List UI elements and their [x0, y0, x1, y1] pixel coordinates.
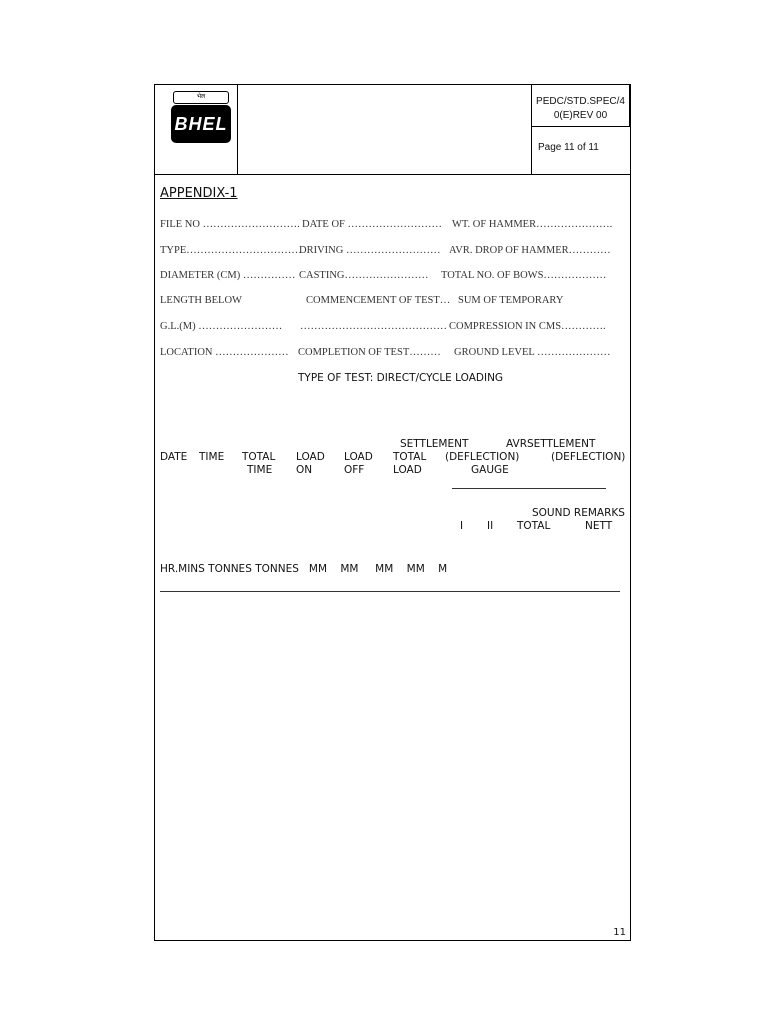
- header-date: DATE: [160, 451, 188, 463]
- header-table: [155, 85, 630, 175]
- logo-tag: भेल: [173, 91, 229, 104]
- form-row-3-col2: CASTING……………………: [299, 270, 429, 281]
- form-row-1-col1: FILE NO ……………………….: [160, 219, 300, 230]
- appendix-title: APPENDIX-1: [160, 186, 238, 201]
- page-label: Page 11 of 11: [538, 142, 599, 153]
- document-frame: [154, 84, 631, 941]
- form-row-5-col3: COMPRESSION IN CMS………….: [449, 321, 606, 332]
- form-row-3-col3: TOTAL NO. OF BOWS………………: [441, 270, 607, 281]
- header-col-nett: NETT: [585, 520, 613, 532]
- form-row-6-col3: GROUND LEVEL …………………: [454, 347, 611, 358]
- logo-cell: [155, 85, 238, 174]
- header-load-on: LOAD: [296, 451, 325, 463]
- header-col-i: I: [460, 520, 464, 532]
- form-row-6-col1: LOCATION …………………: [160, 347, 289, 358]
- doc-code-line2: 0(E)REV 00: [553, 110, 608, 121]
- doc-code-cell: [532, 85, 630, 127]
- header-avrsettlement: AVRSETTLEMENT: [506, 438, 596, 450]
- form-row-2-col1: TYPE……………………………: [160, 245, 302, 256]
- form-row-4-col1: LENGTH BELOW: [160, 295, 242, 306]
- test-type-label: TYPE OF TEST: DIRECT/CYCLE LOADING: [298, 372, 504, 384]
- header-load-off: LOAD: [344, 451, 373, 463]
- header-total-load: TOTAL: [393, 451, 427, 463]
- table-header-rule: [160, 591, 620, 592]
- form-row-3-col1: DIAMETER (CM) ……………: [160, 270, 296, 281]
- header-off: OFF: [344, 464, 365, 476]
- doc-code-line1: PEDC/STD.SPEC/4: [536, 96, 625, 107]
- header-col-ii: II: [487, 520, 494, 532]
- header-deflection-2: (DEFLECTION): [551, 451, 626, 463]
- header-gauge: GAUGE: [471, 464, 509, 476]
- header-blank-cell: [238, 85, 532, 174]
- form-row-2-col3: AVR. DROP OF HAMMER…………: [449, 245, 611, 256]
- gauge-underline: [452, 488, 606, 489]
- header-total: TOTAL: [242, 451, 276, 463]
- header-deflection-1: (DEFLECTION): [445, 451, 520, 463]
- form-row-2-col2: DRIVING ………………………: [299, 245, 441, 256]
- form-row-5-col1: G.L.(M) ……………………: [160, 321, 283, 332]
- form-row-4-col3: SUM OF TEMPORARY: [458, 295, 564, 306]
- header-on: ON: [296, 464, 313, 476]
- header-col-total: TOTAL: [517, 520, 551, 532]
- form-row-6-col2: COMPLETION OF TEST………: [298, 347, 441, 358]
- form-row-4-col2: COMMENCEMENT OF TEST…: [306, 295, 451, 306]
- header-sound-remarks: SOUND REMARKS: [532, 507, 625, 519]
- bhel-logo: [169, 91, 231, 143]
- form-row-1-col2: DATE OF ………………………: [302, 219, 443, 230]
- logo-text: BHEL: [171, 105, 231, 143]
- page-number: 11: [613, 927, 626, 938]
- units-row: HR.MINS TONNES TONNES MM MM MM MM M: [160, 563, 448, 575]
- form-row-5-col2: ……………………………………: [300, 321, 447, 332]
- header-time: TIME: [199, 451, 225, 463]
- header-settlement: SETTLEMENT: [400, 438, 469, 450]
- form-row-1-col3: WT. OF HAMMER………………….: [452, 219, 613, 230]
- header-time-2: TIME: [247, 464, 273, 476]
- header-load-3: LOAD: [393, 464, 422, 476]
